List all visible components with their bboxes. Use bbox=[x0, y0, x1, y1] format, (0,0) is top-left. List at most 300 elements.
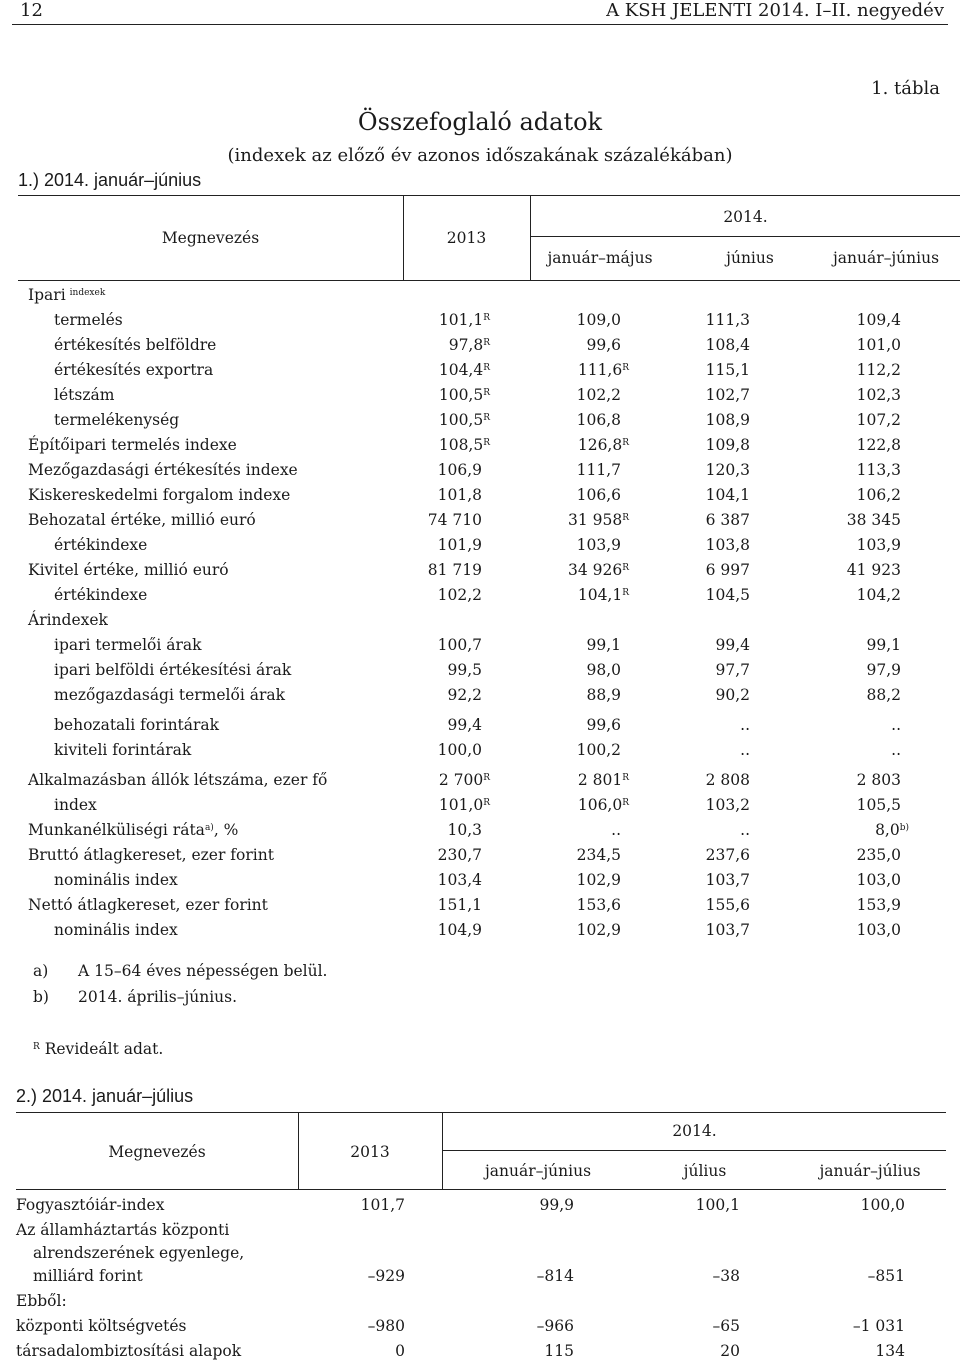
row-label: Ebből: bbox=[16, 1292, 67, 1310]
section2-mid-rule bbox=[443, 1150, 946, 1151]
section2-heading: 2.) 2014. január–július bbox=[16, 1086, 194, 1106]
value-jan-may bbox=[577, 411, 621, 429]
value-june bbox=[706, 871, 750, 889]
row-label bbox=[54, 336, 216, 354]
value-june bbox=[706, 336, 750, 354]
value-jan-july: –1 031 bbox=[852, 1317, 905, 1335]
cell-value: 99,4 bbox=[447, 716, 482, 734]
value-2013 bbox=[447, 716, 482, 734]
cell-value: 100,0 bbox=[437, 741, 482, 759]
section1-subcol-jan-june: január–június bbox=[832, 249, 940, 267]
value-2013 bbox=[447, 821, 482, 839]
cell-value: 103,0 bbox=[856, 871, 901, 889]
cell-value: 153,6 bbox=[576, 896, 621, 914]
value-jan-june bbox=[857, 411, 901, 429]
row-label bbox=[28, 561, 229, 579]
section1-subcol-june: június bbox=[726, 249, 774, 267]
cell-value: 31 958 bbox=[567, 511, 623, 529]
row-label: Az államháztartás központi bbox=[16, 1221, 230, 1239]
value-july: –65 bbox=[712, 1317, 740, 1335]
value-2013 bbox=[438, 741, 482, 759]
cell-marker: R bbox=[483, 413, 490, 423]
value-june bbox=[706, 586, 750, 604]
cell-value: 102,2 bbox=[437, 586, 482, 604]
footnote-a-text: A 15–64 éves népességen belül. bbox=[78, 962, 328, 980]
cell-value: 100,2 bbox=[576, 741, 621, 759]
value-2013: –929 bbox=[367, 1267, 405, 1285]
value-jan-june bbox=[866, 686, 901, 704]
value-june bbox=[706, 436, 750, 454]
cell-value: 81 719 bbox=[427, 561, 482, 579]
row-label-text: Munkanélküliségi ráta bbox=[28, 821, 205, 839]
cell-value: 104,2 bbox=[856, 586, 901, 604]
row-label-text: Építőipari termelés indexe bbox=[28, 436, 237, 454]
cell-value: 99,6 bbox=[586, 336, 621, 354]
page-title: Összefoglaló adatok bbox=[357, 108, 603, 136]
cell-value: 122,8 bbox=[856, 436, 901, 454]
cell-value: 106,0 bbox=[577, 796, 623, 814]
value-jan-june bbox=[857, 896, 901, 914]
cell-marker: R bbox=[483, 438, 490, 448]
footnote-b-mark: b) bbox=[33, 988, 49, 1006]
cell-marker: R bbox=[483, 338, 490, 348]
cell-value: 151,1 bbox=[437, 896, 482, 914]
header-rule bbox=[12, 24, 948, 25]
cell-value: 98,0 bbox=[586, 661, 621, 679]
cell-value: 6 997 bbox=[705, 561, 750, 579]
cell-value: 99,1 bbox=[586, 636, 621, 654]
row-label-text: Nettó átlagkereset, ezer forint bbox=[28, 896, 268, 914]
value-june bbox=[740, 716, 750, 734]
value-jan-june bbox=[891, 716, 901, 734]
row-label bbox=[54, 636, 202, 654]
value-jan-may bbox=[578, 796, 629, 814]
row-label-text: Behozatal értéke, millió euró bbox=[28, 511, 256, 529]
row-label-text: értékindexe bbox=[54, 586, 148, 604]
value-june bbox=[706, 796, 750, 814]
row-label-text: termelékenység bbox=[54, 411, 180, 429]
cell-value: 102,7 bbox=[705, 386, 750, 404]
value-jan-june bbox=[857, 486, 901, 504]
cell-value: 99,5 bbox=[447, 661, 482, 679]
value-jan-june bbox=[847, 511, 901, 529]
row-label bbox=[28, 821, 238, 839]
cell-value: 235,0 bbox=[856, 846, 901, 864]
section1-col-name: Megnevezés bbox=[161, 229, 260, 247]
value-2013 bbox=[439, 411, 490, 429]
row-label bbox=[28, 611, 108, 629]
value-jan-june bbox=[857, 461, 901, 479]
row-label bbox=[54, 361, 213, 379]
cell-value: 88,2 bbox=[866, 686, 901, 704]
cell-value: 38 345 bbox=[846, 511, 901, 529]
value-jan-june bbox=[857, 846, 901, 864]
cell-value: 115,1 bbox=[705, 361, 750, 379]
cell-value: 97,8 bbox=[448, 336, 484, 354]
cell-value: 104,4 bbox=[438, 361, 484, 379]
value-2013 bbox=[438, 636, 482, 654]
row-label bbox=[54, 386, 114, 404]
value-jan-june: –966 bbox=[536, 1317, 574, 1335]
cell-marker: R bbox=[483, 363, 490, 373]
value-2013 bbox=[447, 686, 482, 704]
row-label-text: Ipari bbox=[28, 286, 66, 304]
page-subtitle: (indexek az előző év azonos időszakának százalékában) bbox=[227, 145, 733, 166]
cell-value: 102,9 bbox=[576, 871, 621, 889]
cell-marker: R bbox=[483, 798, 490, 808]
row-label bbox=[28, 486, 290, 504]
cell-value: 101,1 bbox=[438, 311, 484, 329]
value-jan-june bbox=[857, 436, 901, 454]
value-jan-may bbox=[578, 361, 629, 379]
value-2013 bbox=[439, 361, 490, 379]
value-2013 bbox=[438, 846, 482, 864]
cell-marker: R bbox=[483, 773, 490, 783]
value-jan-may bbox=[577, 461, 621, 479]
cell-value: 100,7 bbox=[437, 636, 482, 654]
row-label-text: ipari belföldi értékesítési árak bbox=[54, 661, 292, 679]
cell-marker: R bbox=[622, 563, 629, 573]
section1-heading: 1.) 2014. január–június bbox=[18, 170, 202, 190]
cell-value: 74 710 bbox=[427, 511, 482, 529]
value-jan-may bbox=[578, 771, 629, 789]
value-jan-june bbox=[857, 796, 901, 814]
value-jan-june bbox=[866, 636, 901, 654]
value-jan-may bbox=[586, 336, 621, 354]
section1-col-2013: 2013 bbox=[446, 229, 487, 247]
value-2013 bbox=[438, 536, 482, 554]
row-label-text: nominális index bbox=[54, 871, 178, 889]
cell-value: 108,9 bbox=[705, 411, 750, 429]
cell-value: 106,2 bbox=[856, 486, 901, 504]
row-label-text: Alkalmazásban állók létszáma, ezer fő bbox=[28, 771, 328, 789]
value-june bbox=[740, 741, 750, 759]
row-label bbox=[28, 896, 268, 914]
row-label-text: ipari termelői árak bbox=[54, 636, 202, 654]
value-jan-may bbox=[577, 486, 621, 504]
cell-value: 2 700 bbox=[438, 771, 484, 789]
section1-subcol-jan-may: január–május bbox=[547, 249, 653, 267]
value-jan-may bbox=[586, 636, 621, 654]
cell-value: 103,0 bbox=[856, 921, 901, 939]
cell-value: 111,3 bbox=[705, 311, 750, 329]
cell-value: 237,6 bbox=[705, 846, 750, 864]
cell-value: 99,4 bbox=[715, 636, 750, 654]
value-jan-may bbox=[577, 846, 621, 864]
value-2013 bbox=[438, 586, 482, 604]
row-label-text: index bbox=[54, 796, 97, 814]
cell-value: 230,7 bbox=[437, 846, 482, 864]
cell-marker: R bbox=[483, 313, 490, 323]
cell-value: 8,0 bbox=[875, 821, 900, 839]
footnote-a-mark: a) bbox=[33, 962, 49, 980]
row-label bbox=[54, 871, 178, 889]
cell-value: 106,8 bbox=[576, 411, 621, 429]
row-label bbox=[54, 741, 191, 759]
cell-value: 101,8 bbox=[437, 486, 482, 504]
row-label-text: Kiskereskedelmi forgalom indexe bbox=[28, 486, 291, 504]
running-title: A KSH JELENTI 2014. I–II. negyedév bbox=[606, 0, 944, 21]
section2-col-2014: 2014. bbox=[672, 1122, 717, 1140]
cell-value: 109,0 bbox=[576, 311, 621, 329]
cell-value: 103,9 bbox=[576, 536, 621, 554]
cell-value: 100,5 bbox=[438, 411, 484, 429]
row-label: társadalombiztosítási alapok bbox=[16, 1342, 242, 1360]
cell-marker: R bbox=[622, 438, 629, 448]
value-2013 bbox=[438, 461, 482, 479]
row-label: alrendszerének egyenlege, bbox=[33, 1244, 245, 1262]
cell-value: .. bbox=[740, 741, 750, 759]
revised-mark: R bbox=[33, 1042, 40, 1052]
row-label-text: behozatali forintárak bbox=[54, 716, 220, 734]
row-label-text: Árindexek bbox=[28, 611, 108, 629]
value-2013 bbox=[439, 436, 490, 454]
row-label-text: értékesítés exportra bbox=[54, 361, 214, 379]
value-jan-may bbox=[586, 686, 621, 704]
value-jan-may bbox=[568, 511, 629, 529]
value-jan-june bbox=[857, 336, 901, 354]
value-2013: –980 bbox=[367, 1317, 405, 1335]
cell-value: 107,2 bbox=[856, 411, 901, 429]
value-june bbox=[706, 361, 750, 379]
value-june bbox=[715, 686, 750, 704]
footnote-b-text: 2014. április–június. bbox=[78, 988, 238, 1006]
cell-value: 34 926 bbox=[567, 561, 623, 579]
value-jan-may bbox=[586, 716, 621, 734]
value-jan-june bbox=[857, 586, 901, 604]
value-2013: 0 bbox=[395, 1342, 405, 1360]
cell-value: 101,0 bbox=[856, 336, 901, 354]
cell-value: 104,1 bbox=[705, 486, 750, 504]
row-label-text: termelés bbox=[54, 311, 123, 329]
value-jan-june bbox=[891, 741, 901, 759]
row-label bbox=[54, 311, 123, 329]
cell-value: 234,5 bbox=[576, 846, 621, 864]
cell-value: 155,6 bbox=[705, 896, 750, 914]
cell-value: 2 808 bbox=[705, 771, 750, 789]
cell-value: 102,2 bbox=[576, 386, 621, 404]
row-label: Fogyasztóiár-index bbox=[16, 1196, 165, 1214]
row-label bbox=[54, 536, 147, 554]
cell-value: 103,9 bbox=[856, 536, 901, 554]
value-jan-june bbox=[875, 821, 909, 839]
cell-value: 101,0 bbox=[438, 796, 484, 814]
row-label-text: kiviteli forintárak bbox=[54, 741, 192, 759]
value-jan-june bbox=[857, 536, 901, 554]
value-june bbox=[706, 921, 750, 939]
value-jan-june bbox=[857, 386, 901, 404]
value-2013 bbox=[447, 661, 482, 679]
cell-value: 99,1 bbox=[866, 636, 901, 654]
section2-col-name: Megnevezés bbox=[108, 1143, 206, 1161]
cell-value: 103,7 bbox=[705, 921, 750, 939]
cell-value: 2 803 bbox=[856, 771, 901, 789]
row-label bbox=[54, 411, 179, 429]
value-jan-july: 100,0 bbox=[860, 1196, 905, 1214]
value-jan-may bbox=[577, 386, 621, 404]
value-june bbox=[706, 311, 750, 329]
value-2013 bbox=[439, 311, 490, 329]
value-jan-may bbox=[568, 561, 629, 579]
cell-value: 6 387 bbox=[705, 511, 750, 529]
revised-text: Revideált adat. bbox=[44, 1040, 164, 1058]
row-label bbox=[28, 511, 256, 529]
row-label-sup: indexek bbox=[69, 288, 106, 298]
cell-value: 92,2 bbox=[447, 686, 482, 704]
row-label-text: létszám bbox=[54, 386, 115, 404]
row-label-text: Kivitel értéke, millió euró bbox=[28, 561, 229, 579]
cell-value: 10,3 bbox=[447, 821, 482, 839]
value-2013 bbox=[438, 921, 482, 939]
row-label bbox=[54, 716, 219, 734]
value-jan-may bbox=[577, 896, 621, 914]
value-jan-july: 134 bbox=[875, 1342, 905, 1360]
value-july: 100,1 bbox=[695, 1196, 740, 1214]
cell-marker: R bbox=[622, 773, 629, 783]
section1-top-rule bbox=[18, 195, 960, 196]
cell-value: 101,9 bbox=[437, 536, 482, 554]
value-jan-june bbox=[857, 921, 901, 939]
value-jan-may bbox=[577, 871, 621, 889]
cell-value: 97,7 bbox=[715, 661, 750, 679]
row-label bbox=[54, 586, 147, 604]
row-label bbox=[28, 771, 327, 789]
value-jan-july: –851 bbox=[867, 1267, 905, 1285]
page-number: 12 bbox=[20, 0, 43, 21]
value-june bbox=[715, 636, 750, 654]
value-june bbox=[706, 896, 750, 914]
cell-value: 109,8 bbox=[705, 436, 750, 454]
cell-value: 108,4 bbox=[705, 336, 750, 354]
value-2013 bbox=[449, 336, 490, 354]
cell-value: 126,8 bbox=[577, 436, 623, 454]
value-jan-june: 115 bbox=[544, 1342, 574, 1360]
cell-value: .. bbox=[891, 716, 901, 734]
cell-marker: R bbox=[622, 588, 629, 598]
row-label bbox=[54, 686, 285, 704]
row-label-text: mezőgazdasági termelői árak bbox=[54, 686, 286, 704]
value-jan-june bbox=[857, 771, 901, 789]
value-2013 bbox=[438, 896, 482, 914]
section2-col-2013: 2013 bbox=[350, 1143, 390, 1161]
section2-subcol-july: július bbox=[683, 1162, 727, 1180]
section1-header-bottom-rule bbox=[18, 280, 960, 281]
value-jan-june bbox=[857, 361, 901, 379]
value-jan-june bbox=[857, 871, 901, 889]
table-label: 1. tábla bbox=[871, 78, 940, 99]
value-june bbox=[706, 411, 750, 429]
cell-value: 109,4 bbox=[856, 311, 901, 329]
value-2013 bbox=[438, 486, 482, 504]
cell-value: 100,5 bbox=[438, 386, 484, 404]
cell-value: 104,1 bbox=[577, 586, 623, 604]
row-label bbox=[28, 286, 105, 304]
value-2013 bbox=[439, 386, 490, 404]
cell-value: 103,8 bbox=[705, 536, 750, 554]
cell-value: 105,5 bbox=[856, 796, 901, 814]
cell-value: 104,9 bbox=[437, 921, 482, 939]
cell-value: 120,3 bbox=[705, 461, 750, 479]
section1-col-2014: 2014. bbox=[723, 208, 768, 226]
cell-value: 106,9 bbox=[437, 461, 482, 479]
value-jan-may bbox=[577, 741, 621, 759]
value-jan-june: –814 bbox=[536, 1267, 574, 1285]
row-label-text: nominális index bbox=[54, 921, 178, 939]
value-june bbox=[715, 661, 750, 679]
cell-value: 104,5 bbox=[705, 586, 750, 604]
value-2013: 101,7 bbox=[360, 1196, 405, 1214]
value-jan-may bbox=[586, 661, 621, 679]
value-july: –38 bbox=[712, 1267, 740, 1285]
cell-value: 103,7 bbox=[705, 871, 750, 889]
value-june bbox=[706, 511, 750, 529]
value-june bbox=[706, 846, 750, 864]
value-june bbox=[706, 561, 750, 579]
cell-value: .. bbox=[740, 821, 750, 839]
value-june bbox=[740, 821, 750, 839]
row-label-text: Mezőgazdasági értékesítés indexe bbox=[28, 461, 298, 479]
value-2013 bbox=[439, 796, 490, 814]
cell-value: 102,3 bbox=[856, 386, 901, 404]
cell-value: .. bbox=[740, 716, 750, 734]
cell-value: 2 801 bbox=[577, 771, 623, 789]
section2-subcol-jan-july: január–július bbox=[819, 1162, 921, 1180]
value-jan-may bbox=[577, 311, 621, 329]
row-label-suffix: , % bbox=[213, 821, 239, 839]
cell-value: 106,6 bbox=[576, 486, 621, 504]
cell-marker: b) bbox=[899, 823, 909, 833]
cell-value: 41 923 bbox=[846, 561, 901, 579]
cell-value: 99,6 bbox=[586, 716, 621, 734]
value-jan-may bbox=[577, 921, 621, 939]
cell-marker: R bbox=[483, 388, 490, 398]
row-label bbox=[54, 921, 178, 939]
cell-marker: R bbox=[622, 798, 629, 808]
cell-value: 103,4 bbox=[437, 871, 482, 889]
value-jan-may bbox=[577, 536, 621, 554]
section2-top-rule bbox=[16, 1112, 946, 1113]
value-2013 bbox=[439, 771, 490, 789]
section2-subcol-jan-june: január–június bbox=[484, 1162, 592, 1180]
revised-note bbox=[33, 1040, 163, 1058]
row-label bbox=[28, 461, 298, 479]
cell-value: 90,2 bbox=[715, 686, 750, 704]
cell-marker: R bbox=[622, 363, 629, 373]
cell-value: 108,5 bbox=[438, 436, 484, 454]
row-label-text: értékesítés belföldre bbox=[54, 336, 217, 354]
value-june bbox=[706, 461, 750, 479]
row-label bbox=[54, 661, 291, 679]
value-july: 20 bbox=[720, 1342, 740, 1360]
value-jan-may bbox=[578, 586, 629, 604]
value-2013 bbox=[438, 871, 482, 889]
value-jan-june bbox=[866, 661, 901, 679]
value-2013 bbox=[428, 511, 482, 529]
cell-value: 153,9 bbox=[856, 896, 901, 914]
value-june bbox=[706, 386, 750, 404]
cell-value: .. bbox=[611, 821, 621, 839]
section1-mid-rule bbox=[531, 236, 960, 237]
value-june bbox=[706, 486, 750, 504]
cell-value: 111,6 bbox=[577, 361, 623, 379]
cell-value: 88,9 bbox=[586, 686, 621, 704]
row-label bbox=[54, 796, 97, 814]
row-label bbox=[28, 436, 237, 454]
value-june bbox=[706, 771, 750, 789]
cell-value: 97,9 bbox=[866, 661, 901, 679]
row-label-sup: a) bbox=[204, 823, 214, 833]
cell-value: .. bbox=[891, 741, 901, 759]
